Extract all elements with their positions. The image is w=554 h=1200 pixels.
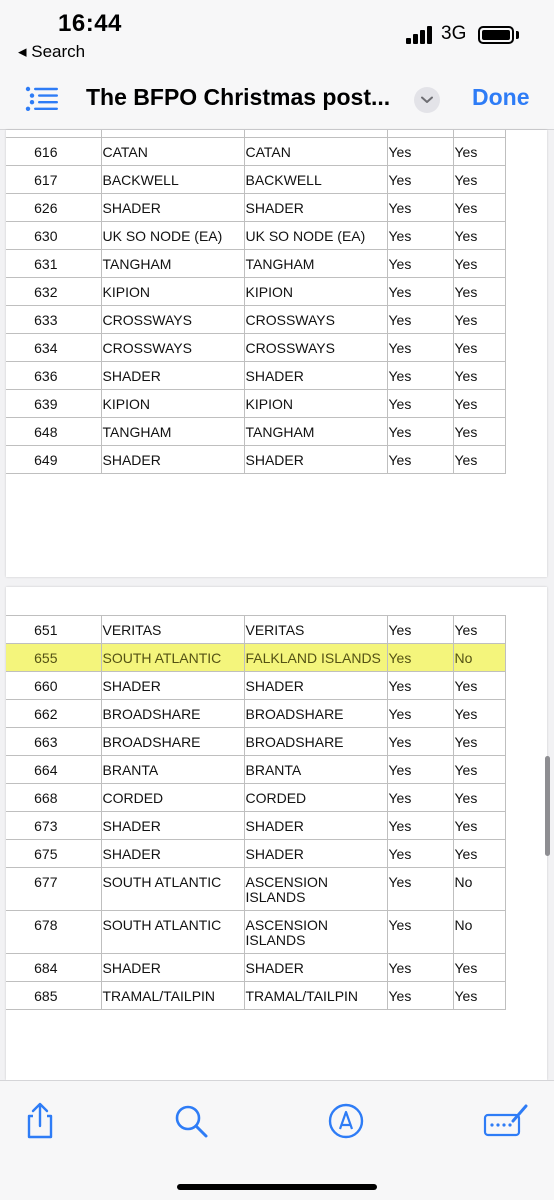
table-row — [6, 417, 505, 445]
bfpo-table-page-1 — [6, 130, 506, 474]
letters-cell: Yes — [453, 445, 505, 473]
letters-cell: Yes — [453, 361, 505, 389]
bfpo-number-cell: 648 — [6, 417, 101, 445]
letters-cell: Yes — [453, 137, 505, 165]
bfpo-number-cell: 662 — [6, 700, 101, 728]
pdf-page-2[interactable] — [6, 587, 547, 1080]
address-cell: BROADSHARE — [244, 700, 387, 728]
letters-cell: Yes — [453, 700, 505, 728]
table-row — [6, 644, 505, 672]
bfpo-number-cell: 636 — [6, 361, 101, 389]
chevron-down-icon — [421, 96, 433, 104]
home-indicator — [177, 1184, 377, 1190]
letters-cell: Yes — [453, 277, 505, 305]
battery-icon — [478, 26, 514, 44]
parcels-cell: Yes — [387, 728, 453, 756]
letters-cell: Yes — [453, 982, 505, 1010]
document-nav-bar — [0, 68, 554, 130]
letters-cell: Yes — [453, 221, 505, 249]
bfpo-number-cell: 675 — [6, 840, 101, 868]
table-row — [6, 221, 505, 249]
parcels-cell: Yes — [387, 982, 453, 1010]
table-row — [6, 445, 505, 473]
status-time: 16:44 — [58, 10, 122, 37]
location-cell: SOUTH ATLANTIC — [101, 644, 244, 672]
letters-cell: Yes — [453, 165, 505, 193]
table-row — [6, 193, 505, 221]
bfpo-number-cell: 639 — [6, 389, 101, 417]
bfpo-number-cell: 630 — [6, 221, 101, 249]
table-row — [6, 700, 505, 728]
battery-cap — [516, 31, 519, 39]
location-cell: SHADER — [101, 954, 244, 982]
letters-cell: Yes — [453, 249, 505, 277]
location-cell: VERITAS — [101, 616, 244, 644]
document-title[interactable]: The BFPO Christmas post... — [86, 84, 391, 110]
address-cell: CATAN — [244, 137, 387, 165]
address-cell: BRANTA — [244, 756, 387, 784]
share-icon[interactable] — [20, 1101, 60, 1141]
parcels-cell: Yes — [387, 361, 453, 389]
letters-cell: Yes — [453, 389, 505, 417]
parcels-cell: Yes — [387, 672, 453, 700]
table-row — [6, 812, 505, 840]
letters-cell: No — [453, 868, 505, 911]
table-row — [6, 954, 505, 982]
parcels-cell: Yes — [387, 221, 453, 249]
vertical-scroll-indicator[interactable] — [545, 756, 550, 856]
bfpo-number-cell: 660 — [6, 672, 101, 700]
address-cell: SHADER — [244, 840, 387, 868]
location-cell: SOUTH ATLANTIC — [101, 911, 244, 954]
table-row — [6, 305, 505, 333]
address-cell: FALKLAND ISLANDS — [244, 644, 387, 672]
address-cell: VERITAS — [244, 616, 387, 644]
bfpo-number-cell: 673 — [6, 812, 101, 840]
table-row — [6, 911, 505, 954]
parcels-cell: Yes — [387, 840, 453, 868]
address-cell: SHADER — [244, 445, 387, 473]
bfpo-number-cell: 649 — [6, 445, 101, 473]
address-cell: CROSSWAYS — [244, 305, 387, 333]
bfpo-number-cell: 632 — [6, 277, 101, 305]
letters-cell: Yes — [453, 616, 505, 644]
letters-cell: Yes — [453, 812, 505, 840]
parcels-cell: Yes — [387, 812, 453, 840]
bfpo-number-cell: 664 — [6, 756, 101, 784]
table-row — [6, 249, 505, 277]
location-cell: BROADSHARE — [101, 700, 244, 728]
parcels-cell: Yes — [387, 333, 453, 361]
parcels-cell: Yes — [387, 756, 453, 784]
parcels-cell: Yes — [387, 305, 453, 333]
location-cell: TRAMAL/TAILPIN — [101, 982, 244, 1010]
location-cell: SHADER — [101, 812, 244, 840]
bfpo-table-page-2 — [6, 615, 506, 1010]
bfpo-number-cell: 684 — [6, 954, 101, 982]
parcels-cell: Yes — [387, 644, 453, 672]
letters-cell: Yes — [453, 756, 505, 784]
location-cell: BROADSHARE — [101, 728, 244, 756]
parcels-cell: Yes — [387, 616, 453, 644]
letters-cell: Yes — [453, 954, 505, 982]
table-row — [6, 672, 505, 700]
letters-cell: Yes — [453, 193, 505, 221]
location-cell: BRANTA — [101, 756, 244, 784]
bfpo-number-cell: 626 — [6, 193, 101, 221]
location-cell: SHADER — [101, 445, 244, 473]
address-cell: CORDED — [244, 784, 387, 812]
location-cell: UK SO NODE (EA) — [101, 221, 244, 249]
network-type: 3G — [441, 23, 467, 44]
bfpo-number-cell: 663 — [6, 728, 101, 756]
parcels-cell: Yes — [387, 165, 453, 193]
address-cell: KIPION — [244, 389, 387, 417]
bfpo-number-cell: 633 — [6, 305, 101, 333]
location-cell: SHADER — [101, 672, 244, 700]
letters-cell: Yes — [453, 417, 505, 445]
address-cell: TRAMAL/TAILPIN — [244, 982, 387, 1010]
title-menu-button[interactable] — [414, 87, 440, 113]
letters-cell: Yes — [453, 333, 505, 361]
address-cell: ASCENSION ISLANDS — [244, 911, 387, 954]
status-bar — [0, 0, 554, 68]
outline-list-icon[interactable] — [24, 86, 58, 112]
table-row — [6, 361, 505, 389]
parcels-cell: Yes — [387, 954, 453, 982]
pdf-page-1[interactable] — [6, 130, 547, 577]
address-cell: SHADER — [244, 672, 387, 700]
bfpo-number-cell: 617 — [6, 165, 101, 193]
parcels-cell: Yes — [387, 700, 453, 728]
table-row — [6, 756, 505, 784]
bfpo-number-cell: 651 — [6, 616, 101, 644]
location-cell: KIPION — [101, 277, 244, 305]
location-cell: SHADER — [101, 361, 244, 389]
address-cell: UK SO NODE (EA) — [244, 221, 387, 249]
table-row — [6, 130, 505, 137]
letters-cell: Yes — [453, 672, 505, 700]
bfpo-number-cell: 668 — [6, 784, 101, 812]
parcels-cell: Yes — [387, 277, 453, 305]
location-cell: BACKWELL — [101, 165, 244, 193]
parcels-cell: Yes — [387, 445, 453, 473]
parcels-cell: Yes — [387, 249, 453, 277]
keyboard-edit-icon[interactable] — [483, 1101, 529, 1141]
cellular-signal-icon — [406, 26, 434, 44]
bfpo-number-cell: 677 — [6, 868, 101, 911]
bottom-toolbar — [0, 1080, 554, 1200]
bfpo-number-cell: 634 — [6, 333, 101, 361]
address-cell: SHADER — [244, 361, 387, 389]
location-cell: TANGHAM — [101, 249, 244, 277]
parcels-cell: Yes — [387, 389, 453, 417]
bfpo-number-cell: 685 — [6, 982, 101, 1010]
parcels-cell: Yes — [387, 868, 453, 911]
table-row — [6, 784, 505, 812]
table-row — [6, 277, 505, 305]
location-cell: KIPION — [101, 389, 244, 417]
table-row — [6, 840, 505, 868]
address-cell: SHADER — [244, 812, 387, 840]
address-cell: TANGHAM — [244, 249, 387, 277]
bfpo-number-cell: 616 — [6, 137, 101, 165]
markup-icon[interactable] — [326, 1101, 366, 1141]
table-row — [6, 333, 505, 361]
location-cell: CORDED — [101, 784, 244, 812]
back-to-search-link[interactable]: ◂ Search — [18, 42, 86, 61]
location-cell: CROSSWAYS — [101, 305, 244, 333]
parcels-cell: Yes — [387, 417, 453, 445]
location-cell: CROSSWAYS — [101, 333, 244, 361]
table-row — [6, 616, 505, 644]
address-cell: CROSSWAYS — [244, 333, 387, 361]
location-cell: TANGHAM — [101, 417, 244, 445]
location-cell: SHADER — [101, 193, 244, 221]
letters-cell: Yes — [453, 728, 505, 756]
parcels-cell: Yes — [387, 911, 453, 954]
table-row — [6, 868, 505, 911]
location-cell: SOUTH ATLANTIC — [101, 868, 244, 911]
letters-cell: Yes — [453, 840, 505, 868]
address-cell: BACKWELL — [244, 165, 387, 193]
letters-cell: Yes — [453, 305, 505, 333]
bfpo-number-cell: 655 — [6, 644, 101, 672]
table-row — [6, 389, 505, 417]
parcels-cell: Yes — [387, 784, 453, 812]
done-button[interactable]: Done — [472, 84, 530, 110]
letters-cell: No — [453, 644, 505, 672]
address-cell: BROADSHARE — [244, 728, 387, 756]
bfpo-number-cell: 678 — [6, 911, 101, 954]
address-cell: TANGHAM — [244, 417, 387, 445]
location-cell: CATAN — [101, 137, 244, 165]
parcels-cell: Yes — [387, 193, 453, 221]
table-row — [6, 137, 505, 165]
search-icon[interactable] — [171, 1101, 211, 1141]
location-cell: SHADER — [101, 840, 244, 868]
table-row — [6, 728, 505, 756]
address-cell: SHADER — [244, 193, 387, 221]
parcels-cell: Yes — [387, 137, 453, 165]
letters-cell: No — [453, 911, 505, 954]
address-cell: ASCENSION ISLANDS — [244, 868, 387, 911]
table-row — [6, 165, 505, 193]
address-cell: SHADER — [244, 954, 387, 982]
address-cell: KIPION — [244, 277, 387, 305]
letters-cell: Yes — [453, 784, 505, 812]
table-row — [6, 982, 505, 1010]
bfpo-number-cell: 631 — [6, 249, 101, 277]
